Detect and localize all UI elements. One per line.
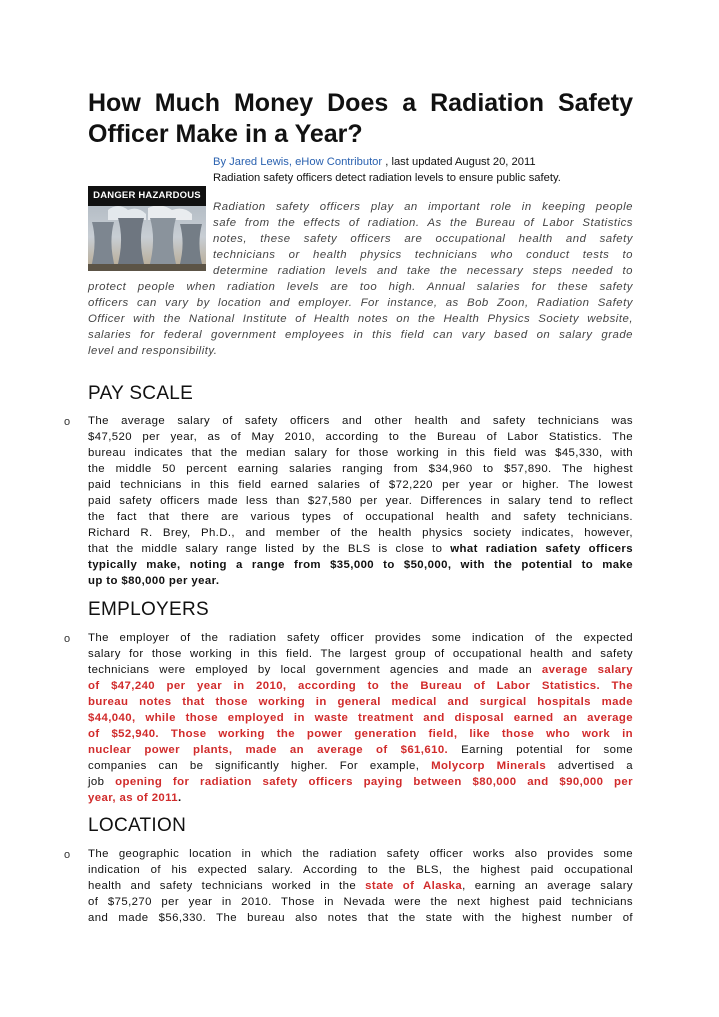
intro-line-5: determine radiation levels and take the necessary steps needed to: [213, 265, 633, 277]
loc-line-3: [88, 878, 633, 894]
loc-line-3-text: health and safety technicians worked in the: [88, 880, 366, 892]
loc-line-2: indication of his expected salary. According to the BLS, the highest paid occupational: [88, 864, 633, 876]
employers-bullet: o: [64, 633, 71, 645]
loc-line-5: and made $56,330. The bureau also notes that the state with the highest number of: [88, 912, 633, 924]
pay-line-10: typically make, noting a range from $35,000 to $50,000, with the potential to make: [88, 559, 633, 571]
employers-paragraph: [88, 630, 633, 806]
emp-line-3: [88, 662, 633, 678]
emp-line-6: $44,040, while those employed in waste treatment and disposal earned an average: [88, 712, 633, 724]
emp-line-3-text: technicians were employed by local government agencies and made an: [88, 664, 542, 676]
summary-text: Radiation safety officers detect radiation levels to ensure public safety.: [213, 172, 561, 184]
author-link[interactable]: By Jared Lewis, eHow Contributor: [213, 156, 383, 168]
emp-line-2: salary for those working in this field. The largest group of occupational health and safety: [88, 648, 633, 660]
intro-line-9: salaries for federal government employees in this field can vary based on salary grade: [88, 329, 633, 341]
pay-line-5: paid technicians in this field earned salaries of $72,220 per year or higher. The lowest: [88, 479, 633, 491]
pay-scale-paragraph: [88, 413, 633, 589]
pay-line-9-text: that the middle salary range listed by the BLS is close to: [88, 543, 451, 555]
emp-line-11-highlight: year, as of 2011: [88, 792, 178, 804]
loc-line-1: The geographic location in which the radiation safety officer works also provides some: [88, 848, 633, 860]
intro-paragraph: [88, 199, 633, 359]
intro-line-8: Officer with the National Institute of Health notes on the Health Physics Society website,: [88, 313, 633, 325]
emp-line-3-highlight: average salary: [541, 664, 633, 676]
molycorp-link[interactable]: Molycorp Minerals: [431, 760, 547, 772]
emp-line-5: bureau notes that those working in general medical and surgical hospitals made: [88, 696, 633, 708]
location-heading: LOCATION: [88, 815, 187, 836]
pay-line-3: bureau indicates that the median salary for those working in this field was $45,330, with: [88, 447, 633, 459]
intro-line-6: protect people when radiation levels are too high. Annual salaries for these safety: [88, 281, 633, 293]
emp-line-8: [88, 742, 633, 758]
intro-line-3: notes, these safety officers are occupational health and safety: [213, 233, 633, 245]
loc-line-3-tail: , earning an average salary: [462, 880, 634, 892]
pay-line-8: Richard R. Brey, Ph.D., and member of the health physics society indicates, however,: [88, 527, 633, 539]
byline: [213, 154, 536, 170]
article-title: [88, 88, 633, 150]
pay-line-9: [88, 541, 633, 557]
pay-line-1: The average salary of safety officers and other health and safety technicians was: [88, 415, 633, 427]
emp-line-9-text: companies can be significantly higher. For example,: [88, 760, 432, 772]
intro-line-4: technicians or health physics technicians who conduct tests to: [213, 249, 633, 261]
emp-line-10-highlight: opening for radiation safety officers paying between $80,000 and $90,000 per: [115, 776, 633, 788]
emp-line-4: of $47,240 per year in 2010, according to the Bureau of Labor Statistics. The: [88, 680, 633, 692]
intro-line-1: Radiation safety officers play an important role in keeping people: [213, 201, 633, 213]
intro-line-2: safe from the effects of radiation. As the Bureau of Labor Statistics: [213, 217, 633, 229]
pay-scale-heading: PAY SCALE: [88, 383, 194, 404]
title-line-2: Officer Make in a Year?: [88, 120, 363, 148]
pay-line-11: up to $80,000 per year.: [88, 575, 220, 587]
alaska-link[interactable]: state of Alaska: [365, 880, 463, 892]
updated-date: , last updated August 20, 2011: [382, 156, 536, 168]
emp-line-9-tail: advertised a: [546, 760, 633, 772]
photo-banner: DANGER HAZARDOUS: [88, 186, 206, 206]
location-paragraph: [88, 846, 633, 926]
emp-line-11: [88, 790, 633, 806]
pay-scale-bullet: o: [64, 416, 71, 428]
intro-line-7: officers can vary by location and employer. For instance, as Bob Zoon, Radiation Safety: [88, 297, 633, 309]
emp-line-10-text: job: [88, 776, 116, 788]
loc-line-4: of $75,270 per year in 2010. Those in Nevada were the next highest paid technicians: [88, 896, 633, 908]
emp-line-9: [88, 758, 633, 774]
intro-line-10: level and responsibility.: [88, 345, 218, 357]
pay-line-6: paid safety officers made less than $27,580 per year. Differences in salary tend to reflect: [88, 495, 633, 507]
emp-line-8-text: Earning potential for some: [448, 744, 633, 756]
pay-line-7: the fact that there are various types of occupational health and safety technicians.: [88, 511, 633, 523]
location-bullet: o: [64, 849, 71, 861]
title-line-1: How Much Money Does a Radiation Safety: [88, 89, 633, 117]
pay-line-9-bold: what radiation safety officers: [450, 543, 633, 555]
employers-heading: EMPLOYERS: [88, 599, 209, 620]
emp-line-11-period: .: [178, 792, 182, 804]
emp-line-8-highlight: nuclear power plants, made an average of $61,610.: [88, 744, 449, 756]
pay-line-4: the middle 50 percent earning salaries ranging from $34,960 to $57,890. The highest: [88, 463, 633, 475]
pay-line-2: $47,520 per year, as of May 2010, according to the Bureau of Labor Statistics. The: [88, 431, 633, 443]
emp-line-1: The employer of the radiation safety officer provides some indication of the expected: [88, 632, 633, 644]
emp-line-10: [88, 774, 633, 790]
emp-line-7: of $52,940. Those working the power generation field, like those who work in: [88, 728, 633, 740]
